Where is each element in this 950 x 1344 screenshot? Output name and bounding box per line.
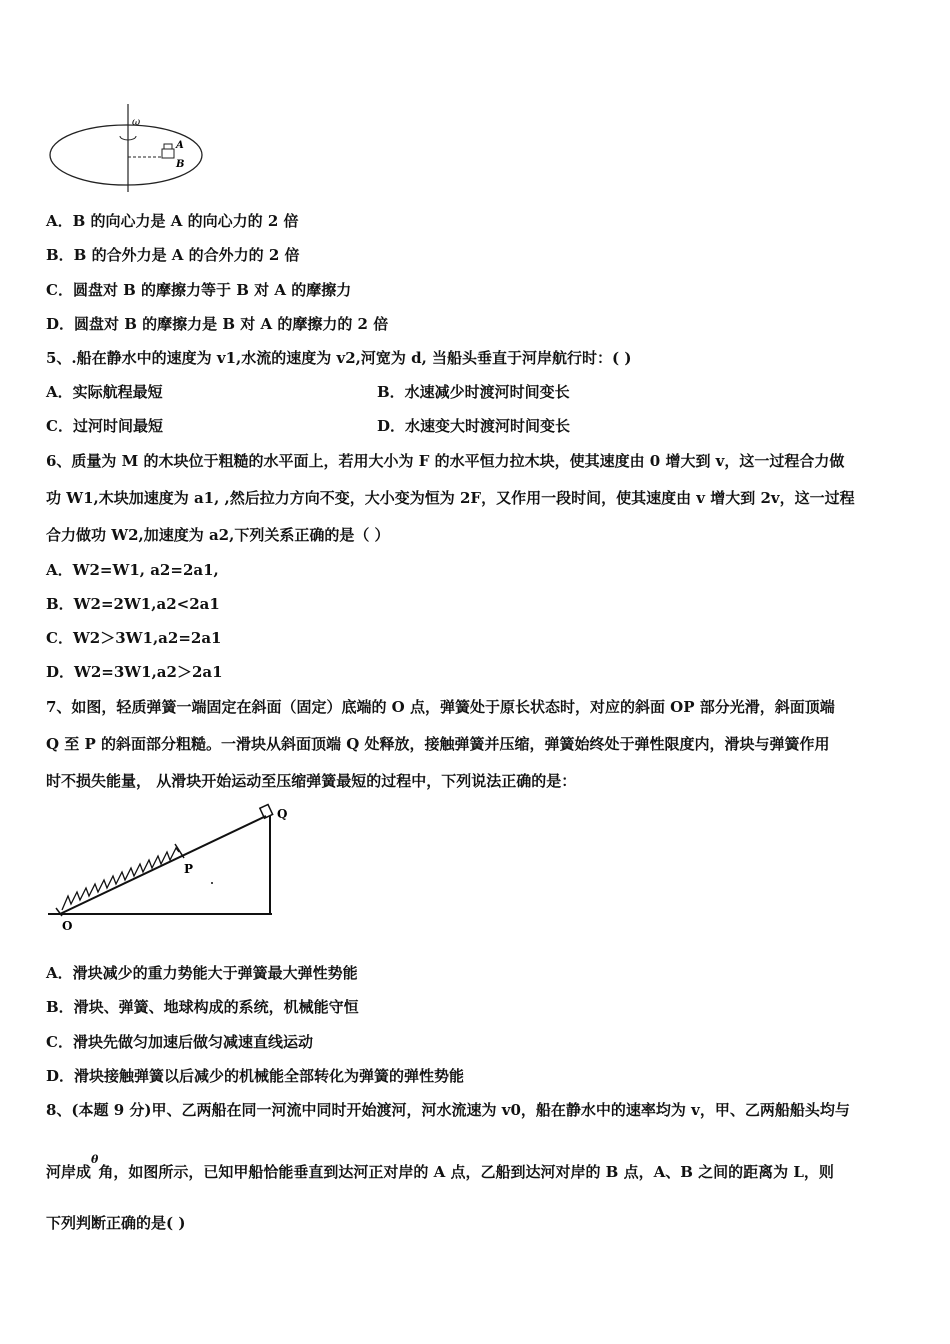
label-a: A [176,140,184,151]
label-q: Q [277,807,288,821]
label-o: O [62,919,73,933]
rotating-disc-figure [46,100,216,200]
label-b: B [176,159,185,170]
q5-stem: 5、.船在静水中的速度为 v1,水流的速度为 v2,河宽为 d, 当船头垂直于河岸航行时：( ) [46,349,632,367]
q6-option-d: D．W2=3W1,a2＞2a1 [46,663,223,681]
incline-spring-figure [40,800,300,940]
q7-option-a: A．滑块减少的重力势能大于弹簧最大弹性势能 [46,964,358,982]
q7-stem-line2: Q 至 P 的斜面部分粗糙。一滑块从斜面顶端 Q 处释放，接触弹簧并压缩，弹簧始终处于弹性限度内，滑块与弹簧作用 [46,735,830,753]
q5-option-b: B．水速减少时渡河时间变长 [377,383,570,401]
q5-option-c: C．过河时间最短 [46,417,163,435]
q4-option-c: C．圆盘对 B 的摩擦力等于 B 对 A 的摩擦力 [46,281,352,299]
q7-stem-line3: 时不损失能量， 从滑块开始运动至压缩弹簧最短的过程中，下列说法正确的是： [46,772,577,790]
q4-option-a: A．B 的向心力是 A 的向心力的 2 倍 [46,212,299,230]
q7-stem-line1: 7、如图，轻质弹簧一端固定在斜面（固定）底端的 O 点，弹簧处于原长状态时，对应的斜面 OP 部分光滑，斜面顶端 [46,698,835,716]
q8-stem-line3: 下列判断正确的是( ) [46,1214,186,1232]
omega-label: ω [132,117,141,128]
q6-stem-line1: 6、质量为 M 的木块位于粗糙的水平面上，若用大小为 F 的水平恒力拉木块，使其速度由 0 增大到 v，这一过程合力做 [46,452,845,470]
block-b [162,149,174,158]
disc [50,125,202,185]
q4-option-b: B．B 的合外力是 A 的合外力的 2 倍 [46,246,300,264]
theta-symbol: θ [91,1153,99,1166]
q6-option-b: B．W2=2W1,a2<2a1 [46,595,220,613]
block-a [164,144,172,149]
q6-stem-line3: 合力做功 W2,加速度为 a2,下列关系正确的是（ ） [46,526,390,544]
label-p: P [184,862,194,876]
incline-line [60,816,266,914]
q6-option-a: A．W2=W1, a2=2a1, [46,561,219,579]
q7-option-c: C．滑块先做匀加速后做匀减速直线运动 [46,1033,313,1051]
q5-option-d: D．水速变大时渡河时间变长 [377,417,571,435]
q8-stem-line2 [46,1153,834,1184]
q8-line2-pre: 河岸成 [46,1163,92,1181]
q6-stem-line2: 功 W1,木块加速度为 a1, ,然后拉力方向不变，大小变为恒为 2F，又作用一段时间，使其速度由 v 增大到 2v，这一过程 [46,489,855,507]
dot-mark [211,882,213,884]
q7-option-b: B．滑块、弹簧、地球构成的系统，机械能守恒 [46,998,359,1016]
q5-option-a: A．实际航程最短 [46,383,163,401]
spring-end-plate [175,844,184,858]
q4-option-d: D．圆盘对 B 的摩擦力是 B 对 A 的摩擦力的 2 倍 [46,315,389,333]
spring [62,848,179,910]
q8-line2-post: 角，如图所示，已知甲船恰能垂直到达河正对岸的 A 点，乙船到达河对岸的 B 点，A、B 之间的距离为 L，则 [98,1163,834,1181]
q7-option-d: D．滑块接触弹簧以后减少的机械能全部转化为弹簧的弹性势能 [46,1067,465,1085]
q8-stem-line1: 8、(本题 9 分)甲、乙两船在同一河流中同时开始渡河，河水流速为 v0，船在静水中的速率均为 v，甲、乙两船船头均与 [46,1101,850,1119]
q6-option-c: C．W2＞3W1,a2=2a1 [46,629,222,647]
